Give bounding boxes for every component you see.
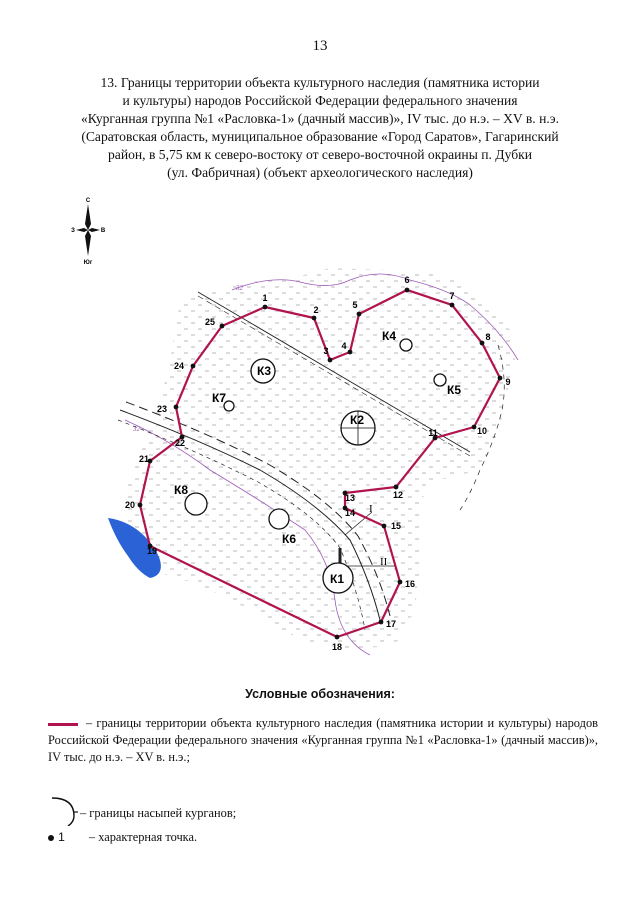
characteristic-point-label: 1 bbox=[262, 293, 268, 303]
title-line: 13. Границы территории объекта культурного наследия (памятника истории bbox=[100, 75, 540, 90]
compass-north-arrow bbox=[85, 204, 91, 230]
boundary-line-icon bbox=[48, 723, 78, 726]
legend-mound-text: – границы насыпей курганов; bbox=[80, 806, 237, 820]
legend-title: Условные обозначения: bbox=[245, 687, 395, 701]
characteristic-point-marker bbox=[357, 312, 362, 317]
characteristic-point-label: 3 bbox=[323, 346, 329, 356]
characteristic-point-label: 5 bbox=[352, 300, 358, 310]
characteristic-point-marker bbox=[405, 288, 410, 293]
legend-boundary-text: – границы территории объекта культурного наследия (памятника истории и культуры) народов Российской Федерации федерального значения «Курганная группа №1 «Расловка-1» (дачный массив)», IV тыс. до н.э. – XV в. н.э.; bbox=[48, 716, 598, 764]
compass-west-arrow bbox=[76, 228, 88, 232]
legend-mound-entry bbox=[48, 792, 598, 822]
legend-point-sample: 1 bbox=[58, 830, 65, 844]
characteristic-point-marker bbox=[328, 358, 333, 363]
vegetation-area bbox=[125, 268, 515, 650]
title-line: «Курганная группа №1 «Расловка-1» (дачный массив)», IV тыс. до н.э. – XV в. н.э. bbox=[81, 111, 559, 126]
characteristic-point-label: 4 bbox=[341, 341, 347, 351]
characteristic-point-label: 22 bbox=[174, 438, 186, 448]
characteristic-point-label: 9 bbox=[505, 377, 511, 387]
mound-label: К7 bbox=[212, 391, 226, 405]
section-mark-ii: II bbox=[380, 556, 388, 568]
characteristic-point-marker bbox=[394, 485, 399, 490]
characteristic-point-marker bbox=[379, 620, 384, 625]
compass-south-arrow bbox=[85, 230, 91, 256]
characteristic-point-marker bbox=[263, 305, 268, 310]
legend-boundary-entry bbox=[48, 715, 598, 766]
mound-boundary bbox=[400, 339, 412, 351]
characteristic-point-marker bbox=[191, 364, 196, 369]
mound-label: К3 bbox=[257, 364, 271, 378]
characteristic-point-label: 19 bbox=[146, 546, 158, 556]
compass-west-label: З bbox=[71, 228, 75, 234]
compass-rose-icon bbox=[70, 194, 106, 264]
characteristic-point-label: 11 bbox=[428, 428, 438, 438]
mound-label: К6 bbox=[282, 532, 296, 546]
characteristic-point-marker bbox=[312, 316, 317, 321]
characteristic-point-label: 10 bbox=[476, 426, 488, 436]
legend-point-text: – характерная точка. bbox=[88, 830, 198, 844]
characteristic-point-label: 15 bbox=[390, 521, 402, 531]
characteristic-point-label: 12 bbox=[392, 490, 404, 500]
title-line: район, в 5,75 км к северо-востоку от северо-восточной окраины п. Дубки bbox=[107, 147, 532, 162]
mound-boundary bbox=[269, 509, 289, 529]
characteristic-point-label: 18 bbox=[331, 642, 343, 652]
title-line: и культуры) народов Российской Федерации федерального значения bbox=[122, 93, 518, 108]
characteristic-point-marker bbox=[220, 324, 225, 329]
point-dot-icon bbox=[48, 835, 54, 841]
characteristic-point-label: 17 bbox=[385, 619, 397, 629]
contour-label: 32 bbox=[133, 425, 140, 433]
section-mark-i: I bbox=[369, 503, 373, 515]
mound-boundary bbox=[185, 493, 207, 515]
mound-label: К4 bbox=[382, 329, 396, 343]
characteristic-point-label: 14 bbox=[344, 508, 356, 518]
contour-label: 32 bbox=[236, 284, 243, 292]
mound-label: К8 bbox=[174, 483, 188, 497]
page-number: 13 bbox=[312, 38, 328, 54]
compass-east-arrow bbox=[88, 228, 100, 232]
characteristic-point-marker bbox=[472, 425, 477, 430]
map-base bbox=[108, 268, 518, 655]
mound-boundary bbox=[434, 374, 446, 386]
characteristic-point-marker bbox=[382, 524, 387, 529]
characteristic-point-label: 8 bbox=[485, 332, 491, 342]
characteristic-point-label: 13 bbox=[344, 493, 356, 503]
characteristic-point-marker bbox=[174, 405, 179, 410]
legend-point-entry bbox=[48, 829, 598, 846]
characteristic-point-marker bbox=[335, 635, 340, 640]
compass-east-label: В bbox=[100, 228, 106, 234]
characteristic-point-marker bbox=[450, 303, 455, 308]
characteristic-point-label: 2 bbox=[313, 305, 319, 315]
site-map bbox=[100, 262, 530, 662]
mound-boundary-icon bbox=[48, 792, 82, 826]
characteristic-point-label: 25 bbox=[204, 317, 216, 327]
characteristic-point-label: 23 bbox=[156, 404, 168, 414]
characteristic-point-marker bbox=[348, 350, 353, 355]
characteristic-point-label: 20 bbox=[124, 500, 136, 510]
document-title bbox=[40, 74, 600, 182]
characteristic-point-marker bbox=[498, 376, 503, 381]
characteristic-point-label: 21 bbox=[138, 454, 150, 464]
mound-label: К2 bbox=[350, 413, 364, 427]
title-line: (ул. Фабричная) (объект археологического наследия) bbox=[167, 165, 473, 180]
mound-label: К5 bbox=[447, 383, 461, 397]
compass-north-label: С bbox=[85, 198, 91, 204]
characteristic-point-label: 7 bbox=[449, 291, 455, 301]
characteristic-point-label: 16 bbox=[404, 579, 416, 589]
characteristic-point-marker bbox=[480, 341, 485, 346]
mound-label: К1 bbox=[330, 572, 344, 586]
characteristic-point-marker bbox=[398, 580, 403, 585]
characteristic-point-marker bbox=[138, 503, 143, 508]
compass-south-label: Юг bbox=[83, 260, 93, 264]
title-line: (Саратовская область, муниципальное образование «Город Саратов», Гагаринский bbox=[81, 129, 559, 144]
characteristic-point-label: 24 bbox=[173, 361, 185, 371]
characteristic-point-label: 6 bbox=[404, 275, 410, 285]
